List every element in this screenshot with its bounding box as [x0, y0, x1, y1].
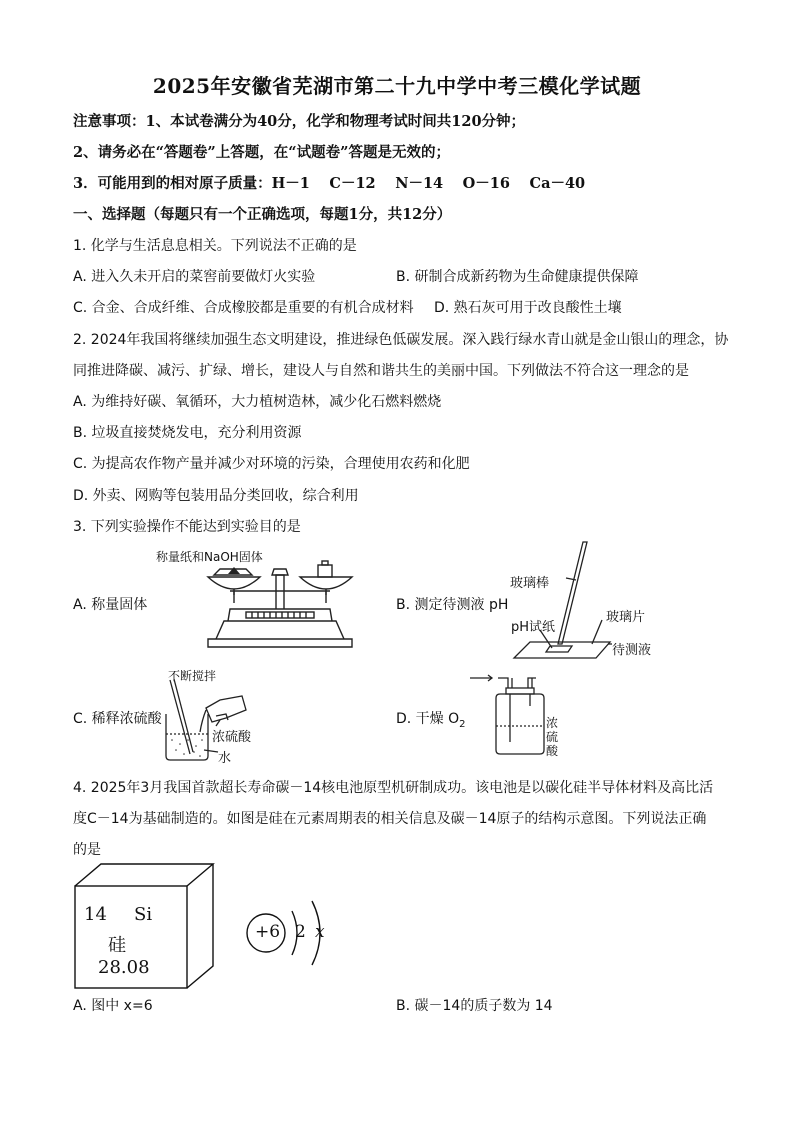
atom-nucleus-charge: +6 — [255, 922, 281, 942]
q1-stem: 1. 化学与生活息息相关。下列说法不正确的是 — [73, 238, 357, 254]
note-1: 注意事项：1、本试卷满分为40分，化学和物理考试时间共120分钟； — [73, 113, 526, 130]
element-atomic-mass: 28.08 — [98, 957, 150, 978]
atom-shell-1-electrons: 2 — [295, 922, 306, 942]
q1-option-d: D. 熟石灰可用于改良酸性土壤 — [434, 300, 622, 316]
fig-a-label: 称量纸和NaOH固体 — [156, 550, 263, 564]
section-heading: 一、选择题（每题只有一个正确选项，每题1分，共12分） — [73, 206, 452, 223]
fig-b-liquid-label: 待测液 — [612, 643, 652, 658]
q4-stem-line1: 4. 2025年3月我国首款超长寿命碳－14核电池原型机研制成功。该电池是以碳化硅半导体材料及高比活 — [73, 780, 714, 796]
q2-option-c: C. 为提高农作物产量并减少对环境的污染，合理使用农药和化肥 — [73, 456, 470, 472]
q1-option-b: B. 研制合成新药物为生命健康提供保障 — [396, 269, 639, 285]
fig-d-acid-label — [546, 716, 560, 758]
q1-option-c: C. 合金、合成纤维、合成橡胶都是重要的有机合成材料 — [73, 300, 414, 316]
q3-stem: 3. 下列实验操作不能达到实验目的是 — [73, 519, 301, 535]
q3-option-d — [396, 708, 466, 730]
fig-c-water-label: 水 — [218, 751, 232, 766]
fig-d-acid-char-2: 硫 — [546, 730, 559, 744]
q4-stem-line3: 的是 — [73, 842, 101, 858]
q1-option-a: A. 进入久未开启的菜窖前要做灯火实验 — [73, 269, 316, 285]
fig-d-acid-char-1: 浓 — [546, 716, 559, 730]
q2-option-a: A. 为维持好碳、氧循环，大力植树造林，减少化石燃料燃烧 — [73, 394, 442, 410]
element-name: 硅 — [108, 935, 126, 956]
q4-option-a: A. 图中 x=6 — [73, 998, 153, 1014]
q2-option-b: B. 垃圾直接焚烧发电，充分利用资源 — [73, 425, 302, 441]
fig-b-paper-label: pH试纸 — [511, 620, 556, 635]
fig-b-plate-label: 玻璃片 — [606, 610, 646, 625]
ph-test-figure — [500, 540, 620, 665]
fig-d-acid-char-3: 酸 — [546, 744, 559, 758]
q3-option-d-subscript: 2 — [459, 718, 466, 730]
gas-washing-bottle-figure — [468, 672, 548, 762]
atom-shell-2-electrons: x — [315, 922, 325, 942]
fig-c-acid-label: 浓硫酸 — [212, 730, 252, 745]
q2-stem-line2: 同推进降碳、减污、扩绿、增长，建设人与自然和谐共生的美丽中国。下列做法不符合这一理念的是 — [73, 363, 689, 379]
element-symbol: Si — [134, 904, 153, 925]
q3-option-c: C. 稀释浓硫酸 — [73, 711, 162, 727]
q4-option-b: B. 碳－14的质子数为 14 — [396, 998, 553, 1014]
balance-figure — [200, 555, 360, 655]
fig-b-rod-label: 玻璃棒 — [510, 576, 550, 591]
q3-option-b: B. 测定待测液 pH — [396, 597, 509, 613]
q4-stem-line2: 度C－14为基础制造的。如图是硅在元素周期表的相关信息及碳－14原子的结构示意图。下列说法正确 — [73, 811, 707, 827]
q3-option-d-text: D. 干燥 O — [396, 711, 460, 727]
note-2: 2、请务必在“答题卷”上答题，在“试题卷”答题是无效的； — [73, 144, 450, 161]
note-3: 3．可能用到的相对原子质量：H－1 C－12 N－14 O－16 Ca－40 — [73, 175, 586, 192]
dilute-acid-figure — [160, 674, 260, 764]
fig-c-stir-label: 不断搅拌 — [168, 669, 217, 683]
q2-stem-line1: 2. 2024年我国将继续加强生态文明建设，推进绿色低碳发展。深入践行绿水青山就是金山银山的理念，协 — [73, 332, 729, 348]
page-title: 2025年安徽省芜湖市第二十九中学中考三模化学试题 — [152, 74, 642, 98]
q2-option-d: D. 外卖、网购等包装用品分类回收，综合利用 — [73, 488, 359, 504]
element-atomic-number: 14 — [84, 904, 107, 925]
q3-option-a: A. 称量固体 — [73, 597, 148, 613]
